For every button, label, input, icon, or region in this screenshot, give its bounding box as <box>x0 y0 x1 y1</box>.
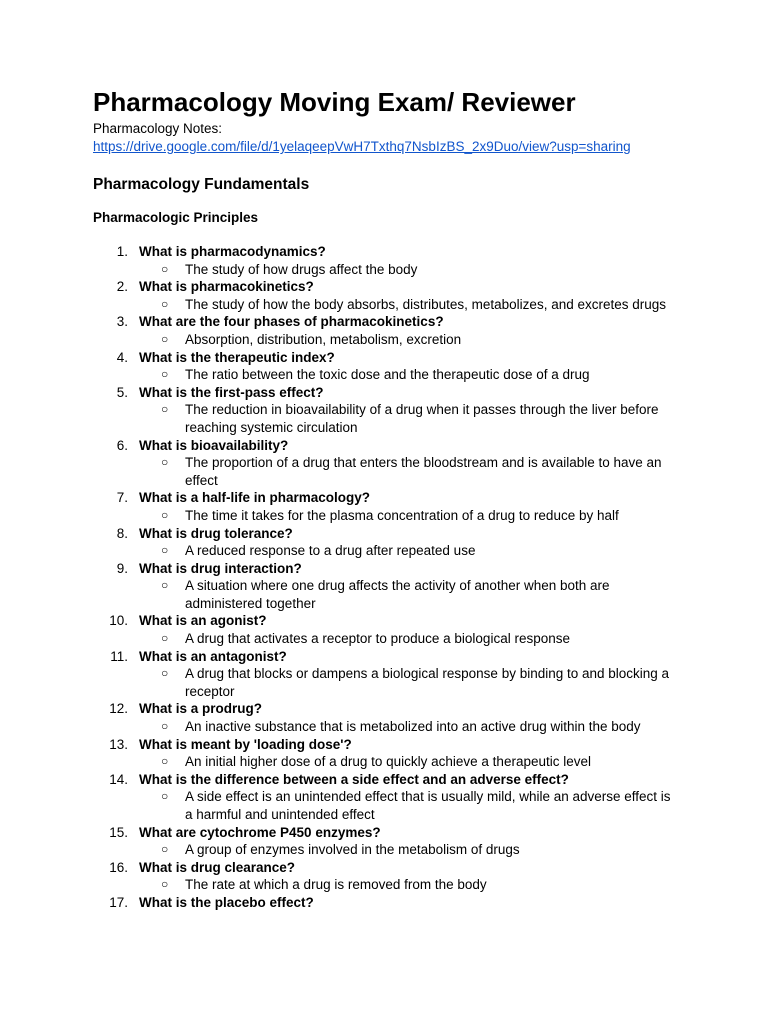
question-number: 9. <box>116 560 128 576</box>
question-item <box>93 824 733 859</box>
question-item <box>93 736 733 771</box>
answer-row <box>93 296 675 314</box>
question-text: What are the four phases of pharmacokinetics? <box>139 314 444 330</box>
answer-text: The study of how the body absorbs, distributes, metabolizes, and excretes drugs <box>185 296 667 312</box>
question-text: What is a half-life in pharmacology? <box>139 490 371 506</box>
question-text: What is drug interaction? <box>139 560 302 576</box>
answer-row <box>93 876 675 894</box>
question-text: What is the difference between a side effect and an adverse effect? <box>139 771 569 787</box>
question-row <box>93 648 733 666</box>
question-text: What is the placebo effect? <box>139 894 314 910</box>
question-item <box>93 525 733 560</box>
answer-text: The rate at which a drug is removed from the body <box>185 877 487 893</box>
answer-row <box>93 366 675 384</box>
question-text: What is meant by 'loading dose'? <box>139 736 352 752</box>
question-item <box>93 489 733 524</box>
question-text: What is drug clearance? <box>139 859 296 875</box>
question-row <box>93 437 733 455</box>
hollow-bullet-icon: ○ <box>161 719 169 734</box>
answer-text: The time it takes for the plasma concentration of a drug to reduce by half <box>185 507 619 523</box>
question-number: 11. <box>110 648 128 664</box>
answer-text: A drug that activates a receptor to produce a biological response <box>185 631 570 647</box>
hollow-bullet-icon: ○ <box>161 507 169 522</box>
answer-row <box>93 577 675 612</box>
answer-text: A reduced response to a drug after repeated use <box>185 543 476 559</box>
question-number: 5. <box>116 384 128 400</box>
hollow-bullet-icon: ○ <box>161 296 169 311</box>
section-heading: Pharmacology Fundamentals <box>93 176 310 193</box>
subsection-heading: Pharmacologic Principles <box>93 210 259 225</box>
question-row <box>93 771 733 789</box>
answer-text: A group of enzymes involved in the metabolism of drugs <box>185 842 520 858</box>
notes-link[interactable]: https://drive.google.com/file/d/1yelaqeepVwH7Txthq7NsbIzBS_2x9Duo/view?usp=sharing <box>93 139 631 154</box>
question-number: 17. <box>109 894 128 910</box>
question-number: 2. <box>116 279 128 295</box>
answer-text: An initial higher dose of a drug to quickly achieve a therapeutic level <box>185 754 591 770</box>
answer-text: A side effect is an unintended effect that is usually mild, while an adverse effect is a harmful and unintended effect <box>185 789 671 822</box>
hollow-bullet-icon: ○ <box>161 666 169 681</box>
question-text: What are cytochrome P450 enzymes? <box>139 824 381 840</box>
question-item <box>93 700 733 735</box>
answer-text: An inactive substance that is metabolized into an active drug within the body <box>185 719 641 735</box>
notes-label: Pharmacology Notes: <box>93 121 223 136</box>
hollow-bullet-icon: ○ <box>161 367 169 382</box>
question-item <box>93 243 733 278</box>
question-row <box>93 736 733 754</box>
question-text: What is pharmacokinetics? <box>139 279 314 295</box>
answer-row <box>93 788 675 823</box>
question-item <box>93 612 733 647</box>
question-item <box>93 313 733 348</box>
hollow-bullet-icon: ○ <box>161 789 169 804</box>
answer-row <box>93 542 675 560</box>
question-text: What is an antagonist? <box>139 648 287 664</box>
question-row <box>93 349 733 367</box>
hollow-bullet-icon: ○ <box>161 842 169 857</box>
answer-row <box>93 401 675 436</box>
hollow-bullet-icon: ○ <box>161 578 169 593</box>
hollow-bullet-icon: ○ <box>161 455 169 470</box>
question-number: 8. <box>116 525 128 541</box>
question-item <box>93 771 733 824</box>
question-row <box>93 489 733 507</box>
question-number: 1. <box>116 244 128 259</box>
question-text: What is a prodrug? <box>139 701 262 717</box>
answer-row <box>93 454 675 489</box>
question-number: 12. <box>109 701 128 717</box>
question-item <box>93 278 733 313</box>
question-row <box>93 525 733 543</box>
hollow-bullet-icon: ○ <box>161 631 169 646</box>
question-number: 3. <box>116 314 128 330</box>
question-row <box>93 384 733 402</box>
answer-text: The ratio between the toxic dose and the therapeutic dose of a drug <box>185 367 590 383</box>
question-item <box>93 560 733 613</box>
answer-row <box>93 630 675 648</box>
answer-text: A situation where one drug affects the activity of another when both are administered together <box>185 578 610 611</box>
hollow-bullet-icon: ○ <box>161 543 169 558</box>
question-row <box>93 824 733 842</box>
question-number: 13. <box>109 736 128 752</box>
answer-row <box>93 331 675 349</box>
document-page <box>93 86 733 912</box>
question-row <box>93 612 733 630</box>
question-row <box>93 560 733 578</box>
document-title: Pharmacology Moving Exam/ Reviewer <box>93 87 576 117</box>
answer-row <box>93 507 675 525</box>
answer-text: The reduction in bioavailability of a drug when it passes through the liver before reaching systemic circulation <box>185 402 659 435</box>
question-text: What is the therapeutic index? <box>139 349 335 365</box>
question-number: 16. <box>109 859 128 875</box>
question-text: What is an agonist? <box>139 613 267 629</box>
answer-text: Absorption, distribution, metabolism, excretion <box>185 331 462 347</box>
answer-text: The proportion of a drug that enters the bloodstream and is available to have an effect <box>185 455 662 488</box>
answer-text: The study of how drugs affect the body <box>185 261 418 277</box>
hollow-bullet-icon: ○ <box>161 754 169 769</box>
question-item <box>93 349 733 384</box>
question-number: 10. <box>109 613 128 629</box>
question-row <box>93 313 733 331</box>
question-row <box>93 859 733 877</box>
question-item <box>93 859 733 894</box>
answer-row <box>93 841 675 859</box>
question-text: What is drug tolerance? <box>139 525 293 541</box>
question-item <box>93 384 733 437</box>
question-number: 6. <box>116 437 128 453</box>
question-number: 7. <box>116 490 128 506</box>
hollow-bullet-icon: ○ <box>161 402 169 417</box>
question-number: 14. <box>109 771 128 787</box>
question-item <box>93 648 733 701</box>
answer-row <box>93 753 675 771</box>
answer-row <box>93 665 675 700</box>
hollow-bullet-icon: ○ <box>161 261 169 276</box>
question-row <box>93 700 733 718</box>
question-item <box>93 437 733 490</box>
hollow-bullet-icon: ○ <box>161 331 169 346</box>
question-row <box>93 243 733 261</box>
answer-row <box>93 261 675 279</box>
question-text: What is the first-pass effect? <box>139 384 324 400</box>
question-list <box>93 243 733 912</box>
question-row <box>93 894 733 912</box>
question-text: What is pharmacodynamics? <box>139 244 326 259</box>
answer-text: A drug that blocks or dampens a biological response by binding to and blocking a receptor <box>185 666 670 699</box>
question-row <box>93 278 733 296</box>
hollow-bullet-icon: ○ <box>161 877 169 892</box>
question-item <box>93 894 733 912</box>
question-number: 15. <box>109 824 128 840</box>
question-text: What is bioavailability? <box>139 437 289 453</box>
answer-row <box>93 718 675 736</box>
question-number: 4. <box>116 349 128 365</box>
